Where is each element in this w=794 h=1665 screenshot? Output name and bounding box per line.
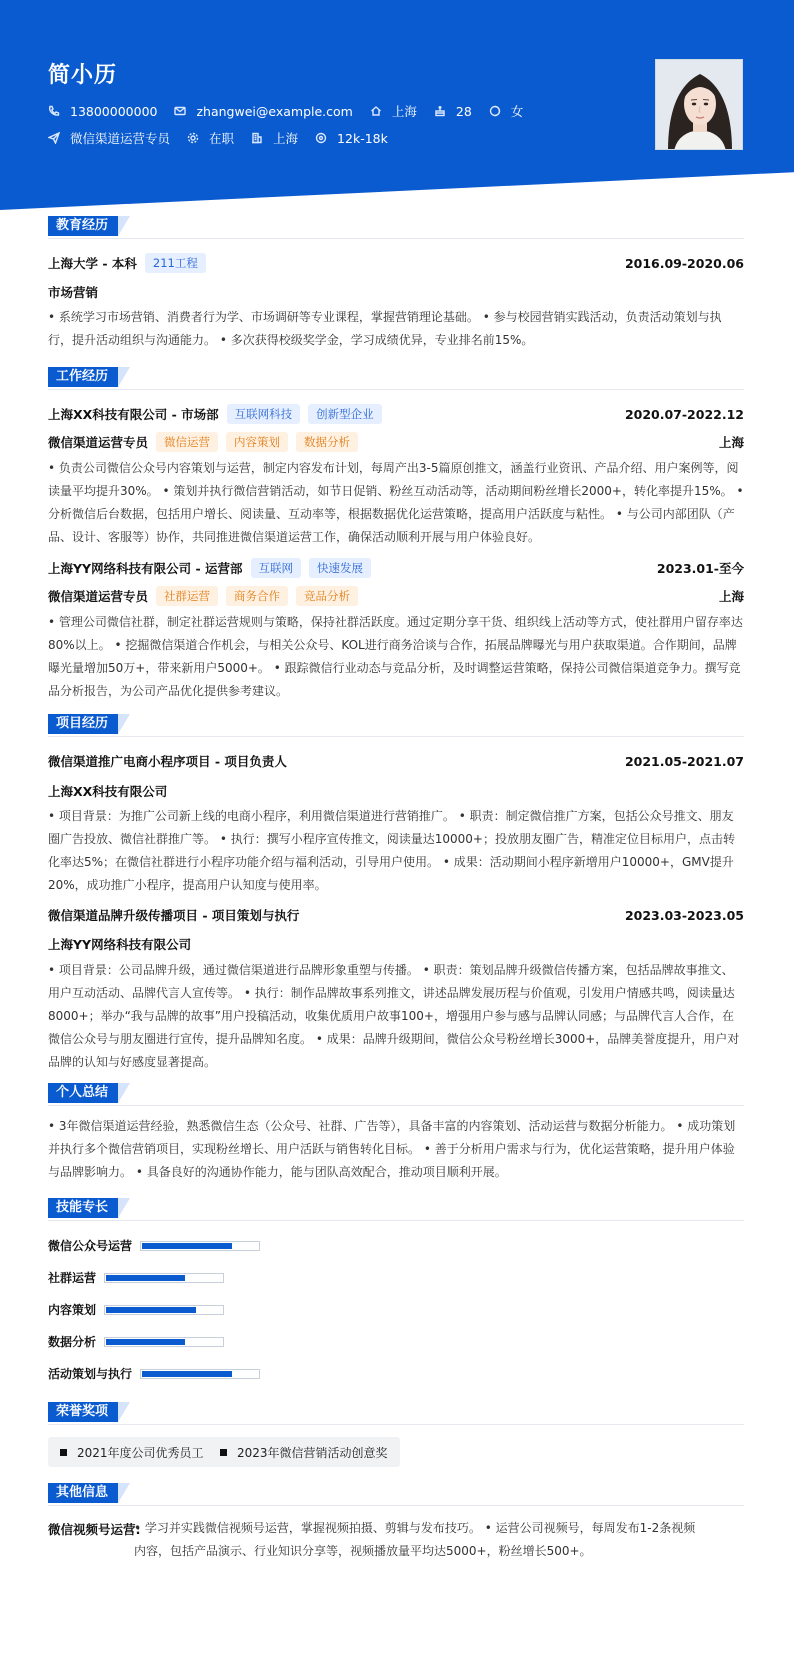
major-name: 市场营销 — [48, 285, 99, 300]
major-row — [48, 283, 744, 301]
skill-bar — [140, 1241, 260, 1251]
section-divider — [48, 1505, 744, 1506]
skill-tag: 内容策划 — [226, 432, 288, 452]
section-skills — [48, 1198, 118, 1218]
send-icon — [48, 132, 60, 144]
skill-name: 社群运营 — [48, 1271, 97, 1285]
section-title-summary: 个人总结 — [48, 1083, 118, 1103]
skill-tag: 微信运营 — [156, 432, 218, 452]
city-text: 上海 — [391, 104, 417, 119]
project-company: 上海XX科技有限公司 — [48, 784, 168, 799]
section-divider — [48, 736, 744, 737]
section-divider — [48, 238, 744, 239]
section-title-honors: 荣誉奖项 — [48, 1402, 118, 1422]
gear-icon — [187, 132, 199, 144]
contact-row — [48, 102, 540, 120]
skill-item — [48, 1237, 260, 1254]
work-company: 上海XX科技有限公司 - 市场部 — [48, 407, 219, 422]
project-row — [48, 752, 744, 770]
section-divider — [48, 1220, 744, 1221]
honor-text: 2021年度公司优秀员工 — [77, 1445, 204, 1460]
company-tag: 互联网科技 — [227, 404, 301, 424]
skill-name: 数据分析 — [48, 1335, 97, 1349]
phone-icon — [48, 105, 60, 117]
skill-item — [48, 1333, 224, 1350]
project-company: 上海YY网络科技有限公司 — [48, 937, 192, 952]
section-divider — [48, 389, 744, 390]
skill-bar-fill — [142, 1371, 232, 1377]
section-title-education: 教育经历 — [48, 216, 118, 236]
skill-bar — [104, 1273, 224, 1283]
education-desc: • 系统学习市场营销、消费者行为学、市场调研等专业课程，掌握营销理论基础。 • 参与校园营销实践活动，负责活动策划与执行，提升活动组织与沟通能力。 • 多次获得校级奖学金，学习成绩优异，专业排名前15%。 — [48, 310, 722, 347]
section-projects — [48, 714, 118, 734]
square-bullet-icon — [220, 1449, 227, 1456]
job-intent-row — [48, 129, 405, 147]
skill-item — [48, 1269, 224, 1286]
skill-bar — [104, 1305, 224, 1315]
status-item — [187, 129, 234, 147]
project-date: 2021.05-2021.07 — [624, 753, 744, 769]
project-date: 2023.03-2023.05 — [624, 907, 744, 923]
project-desc: • 项目背景：公司品牌升级，通过微信渠道进行品牌形象重塑与传播。 • 职责：策划品牌升级微信传播方案，包括品牌故事推文、用户互动活动、品牌代言人宣传等。 • 执行：制作品牌故事系列推文，讲述品牌发展历程与价值观，引发用户情感共鸣，阅读量达8000+；举办“我与品牌的故事”用户投稿活动，收集优质用户故事100+，增强用户参与感与品牌认同感；与品牌代言人合作，在微信公众号与朋友圈进行宣传，提升品牌知名度。 • 成果：品牌升级期间，微信公众号粉丝增长3000+，品牌美誉度提升，用户对品牌的认知与好感度显著提高。 — [48, 963, 740, 1069]
skill-name: 微信公众号运营 — [48, 1239, 133, 1253]
section-divider — [48, 1424, 744, 1425]
city-item — [370, 102, 417, 120]
work-city-text: 上海 — [273, 131, 299, 146]
skill-tag: 竞品分析 — [296, 586, 358, 606]
salary-item — [315, 131, 388, 146]
project-name: 微信渠道品牌升级传播项目 - 项目策划与执行 — [48, 908, 300, 923]
phone-text: 13800000000 — [70, 103, 158, 119]
skill-bar-fill — [106, 1307, 196, 1313]
email-item — [174, 104, 352, 119]
avatar-portrait — [656, 60, 743, 150]
work-desc: • 负责公司微信公众号内容策划与运营，制定内容发布计划，每周产出3-5篇原创推文，涵盖行业资讯、产品介绍、用户案例等，阅读量平均提升30%。 • 策划并执行微信营销活动，如节日促销、粉丝互动活动等，活动期间粉丝增长2000+，转化率提升15%。 • 分析微信后台数据，包括用户增长、阅读量、互动率等，根据数据优化运营策略，提高用户活跃度与粘性。 • 与公司内部团队（产品、设计、客服等）协作，共同推进微信渠道运营工作，确保活动顺利开展与用户体验良好。 — [48, 461, 744, 544]
status-text: 在职 — [209, 131, 235, 146]
honor-text: 2023年微信营销活动创意奖 — [237, 1445, 388, 1460]
gender-icon — [489, 105, 501, 117]
school-name: 上海大学 - 本科 — [48, 256, 137, 271]
work-role-row — [48, 586, 744, 606]
salary-text: 12k-18k — [337, 130, 388, 146]
work-role-row — [48, 432, 744, 452]
phone-item — [48, 104, 157, 119]
section-honors — [48, 1402, 118, 1422]
home-icon — [370, 105, 382, 117]
email-text: zhangwei@example.com — [196, 103, 353, 119]
cake-icon — [434, 105, 446, 117]
building-icon — [251, 132, 263, 144]
candidate-name: 简小历 — [48, 63, 118, 88]
work-company: 上海YY网络科技有限公司 - 运营部 — [48, 561, 243, 576]
work-role: 微信渠道运营专员 — [48, 589, 149, 604]
honor-item — [208, 1437, 400, 1467]
company-tag: 快速发展 — [309, 558, 371, 578]
summary-desc: • 3年微信渠道运营经验，熟悉微信生态（公众号、社群、广告等），具备丰富的内容策划、活动运营与数据分析能力。 • 成功策划并执行多个微信营销项目，实现粉丝增长、用户活跃与销售转化目标。 • 善于分析用户需求与行为，优化运营策略，提升用户体验与品牌影响力。 • 具备良好的沟通协作能力，能与团队高效配合，推动项目顺利开展。 — [48, 1119, 736, 1179]
project-desc: • 项目背景：为推广公司新上线的电商小程序，利用微信渠道进行营销推广。 • 职责：制定微信推广方案，包括公众号推文、朋友圈广告投放、微信社群推广等。 • 执行：撰写小程序宣传推文，阅读量达10000+；投放朋友圈广告，精准定位目标用户，点击转化率达5%；在微信社群进行小程序功能介绍与福利活动，引导用户使用。 • 成果：活动期间小程序新增用户10000+，GMV提升20%，成功推广小程序，提高用户认知度与使用率。 — [48, 809, 735, 892]
gender-item — [489, 102, 524, 120]
section-title-skills: 技能专长 — [48, 1198, 118, 1218]
age-item — [434, 104, 472, 119]
honor-item — [48, 1437, 216, 1467]
company-tag: 互联网 — [251, 558, 302, 578]
position-text: 微信渠道运营专员 — [70, 131, 171, 146]
skill-bar — [140, 1369, 260, 1379]
work-date: 2020.07-2022.12 — [624, 406, 744, 422]
position-item — [48, 129, 170, 147]
company-tag: 创新型企业 — [308, 404, 382, 424]
work-city-item — [251, 129, 298, 147]
skill-bar-fill — [106, 1339, 185, 1345]
skill-name: 活动策划与执行 — [48, 1367, 133, 1381]
school-tag: 211工程 — [145, 253, 206, 273]
skill-bar-fill — [106, 1275, 185, 1281]
gender-text: 女 — [510, 104, 524, 119]
other-label: 微信视频号运营: — [48, 1522, 141, 1537]
skill-tag: 数据分析 — [296, 432, 358, 452]
skill-item — [48, 1365, 260, 1382]
section-title-work: 工作经历 — [48, 367, 118, 387]
project-row — [48, 906, 744, 924]
work-city: 上海 — [718, 435, 744, 450]
profile-photo — [655, 59, 743, 150]
project-company-row — [48, 935, 744, 953]
section-title-other: 其他信息 — [48, 1483, 118, 1503]
section-education — [48, 216, 118, 236]
coin-icon — [315, 132, 327, 144]
work-desc: • 管理公司微信社群，制定社群运营规则与策略，保持社群活跃度。通过定期分享干货、组织线上活动等方式，使社群用户留存率达80%以上。 • 挖掘微信渠道合作机会，与相关公众号、KOL进行商务洽谈与合作，拓展品牌曝光与用户获取渠道。合作期间，品牌曝光量增加50万+，带来新用户5000+。 • 跟踪微信行业动态与竞品分析，及时调整运营策略，保持公司微信渠道竞争力。撰写竞品分析报告，为公司产品优化提供参考建议。 — [48, 615, 743, 698]
work-city: 上海 — [718, 589, 744, 604]
education-row — [48, 253, 744, 273]
section-other — [48, 1483, 118, 1503]
section-divider — [48, 1105, 744, 1106]
work-role: 微信渠道运营专员 — [48, 435, 149, 450]
skill-bar-fill — [142, 1243, 232, 1249]
other-desc: • 学习并实践微信视频号运营，掌握视频拍摄、剪辑与发布技巧。 • 运营公司视频号，每周发布1-2条视频内容，包括产品演示、行业知识分享等，视频播放量平均达5000+，粉丝增长500+。 — [134, 1521, 696, 1558]
skill-tag: 社群运营 — [156, 586, 218, 606]
section-summary — [48, 1083, 118, 1103]
mail-icon — [174, 105, 186, 117]
work-date: 2023.01-至今 — [656, 561, 744, 576]
skill-name: 内容策划 — [48, 1303, 97, 1317]
age-text: 28 — [455, 103, 472, 119]
skill-item — [48, 1301, 224, 1318]
square-bullet-icon — [60, 1449, 67, 1456]
education-date: 2016.09-2020.06 — [624, 255, 744, 271]
project-name: 微信渠道推广电商小程序项目 - 项目负责人 — [48, 754, 287, 769]
project-company-row — [48, 782, 744, 800]
skill-tag: 商务合作 — [226, 586, 288, 606]
section-title-projects: 项目经历 — [48, 714, 118, 734]
section-work — [48, 367, 118, 387]
work-company-row — [48, 404, 744, 424]
work-company-row — [48, 558, 744, 578]
skill-bar — [104, 1337, 224, 1347]
